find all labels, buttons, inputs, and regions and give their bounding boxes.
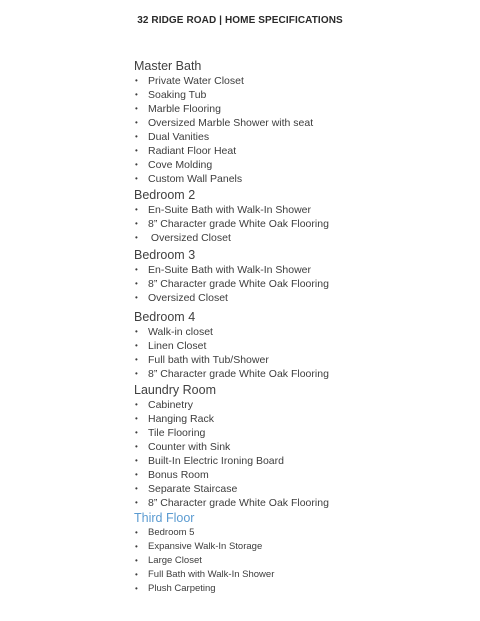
list-item: • Oversized Marble Shower with seat <box>134 116 464 130</box>
list-item: • Hanging Rack <box>134 412 464 426</box>
list-item: • Cabinetry <box>134 398 464 412</box>
item-list <box>134 526 464 596</box>
list-item: • Custom Wall Panels <box>134 172 464 186</box>
item-list <box>134 325 464 381</box>
list-item: • Radiant Floor Heat <box>134 144 464 158</box>
list-item: • Dual Vanities <box>134 130 464 144</box>
list-item: • Bedroom 5 <box>134 526 464 540</box>
item-list <box>134 398 464 510</box>
section-title: Bedroom 4 <box>134 310 196 324</box>
list-item: • 8” Character grade White Oak Flooring <box>134 217 464 231</box>
list-item: • Expansive Walk-In Storage <box>134 540 464 554</box>
list-item: • Full bath with Tub/Shower <box>134 353 464 367</box>
list-item: • Private Water Closet <box>134 74 464 88</box>
list-item: • Oversized Closet <box>134 291 464 305</box>
list-item: • Bonus Room <box>134 468 464 482</box>
section-title: Laundry Room <box>134 383 216 397</box>
section-title: Third Floor <box>134 511 195 525</box>
list-item: • Walk-in closet <box>134 325 464 339</box>
list-item: • Oversized Closet <box>134 231 464 245</box>
section-laundry-room <box>134 382 464 510</box>
section-title: Master Bath <box>134 59 202 73</box>
item-list <box>134 203 464 245</box>
list-item: • 8” Character grade White Oak Flooring <box>134 277 464 291</box>
list-item: • Cove Molding <box>134 158 464 172</box>
list-item: • Large Closet <box>134 554 464 568</box>
list-item: • Marble Flooring <box>134 102 464 116</box>
section-bedroom-4 <box>134 309 464 381</box>
list-item: • 8” Character grade White Oak Flooring <box>134 496 464 510</box>
page-header: 32 RIDGE ROAD | HOME SPECIFICATIONS <box>137 15 343 26</box>
item-list <box>134 263 464 305</box>
list-item: • Linen Closet <box>134 339 464 353</box>
list-item: • En-Suite Bath with Walk-In Shower <box>134 203 464 217</box>
item-list <box>134 74 464 186</box>
section-bedroom-2 <box>134 187 464 245</box>
list-item: • En-Suite Bath with Walk-In Shower <box>134 263 464 277</box>
list-item: • Built-In Electric Ironing Board <box>134 454 464 468</box>
list-item: • Soaking Tub <box>134 88 464 102</box>
section-title: Bedroom 2 <box>134 188 196 202</box>
specifications-list <box>134 58 464 596</box>
section-third-floor <box>134 510 464 596</box>
list-item: • Full Bath with Walk-In Shower <box>134 568 464 582</box>
list-item: • Plush Carpeting <box>134 582 464 596</box>
list-item: • Tile Flooring <box>134 426 464 440</box>
list-item: • Separate Staircase <box>134 482 464 496</box>
section-title: Bedroom 3 <box>134 248 196 262</box>
section-bedroom-3 <box>134 247 464 305</box>
list-item: • 8” Character grade White Oak Flooring <box>134 367 464 381</box>
list-item: • Counter with Sink <box>134 440 464 454</box>
section-master-bath <box>134 58 464 186</box>
